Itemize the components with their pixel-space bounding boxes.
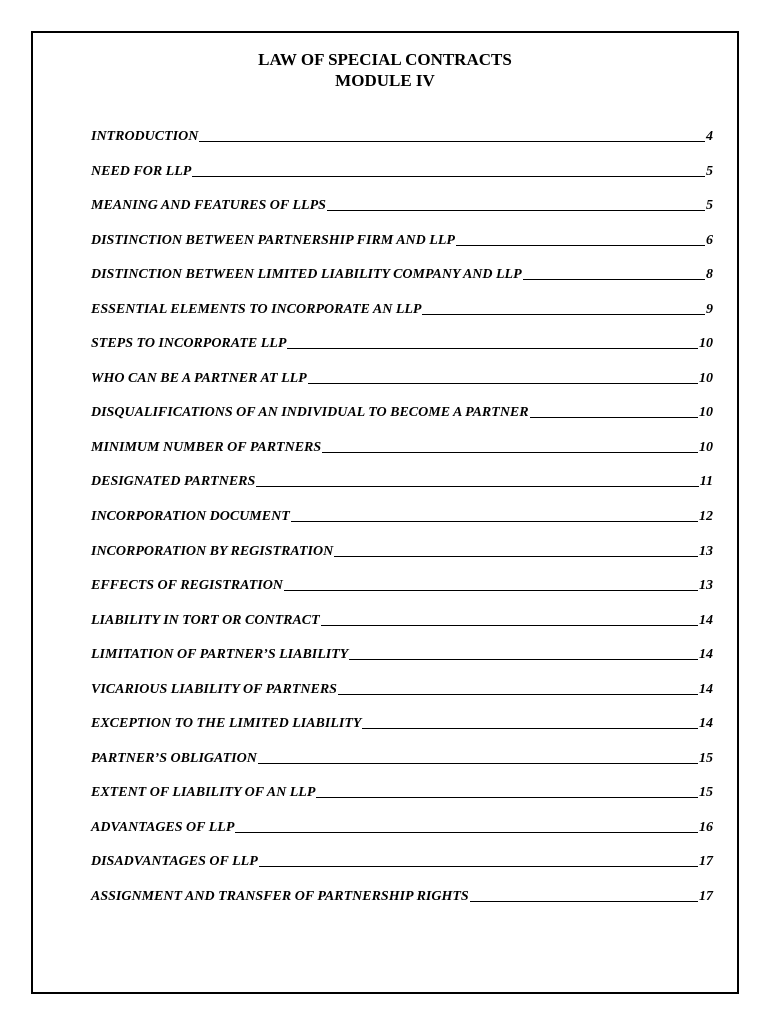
toc-page-number: 6 <box>706 232 713 248</box>
toc-entry-title: DISTINCTION BETWEEN LIMITED LIABILITY COMPANY AND LLP <box>91 267 522 283</box>
toc-entry-title: DISADVANTAGES OF LLP <box>91 854 258 870</box>
toc-leader-line <box>321 625 698 626</box>
toc-leader-line <box>422 314 705 315</box>
toc-leader-line <box>199 141 705 142</box>
toc-page-number: 17 <box>699 889 713 905</box>
toc-entry-title: DISTINCTION BETWEEN PARTNERSHIP FIRM AND LLP <box>91 232 455 248</box>
toc-entry-title: INCORPORATION BY REGISTRATION <box>91 543 334 559</box>
toc-entry[interactable] <box>91 405 713 440</box>
toc-leader-line <box>338 694 698 695</box>
toc-entry[interactable] <box>91 336 713 371</box>
toc-page-number: 14 <box>699 612 713 628</box>
toc-entry[interactable] <box>91 129 713 164</box>
toc-entry[interactable] <box>91 440 713 475</box>
toc-page-number: 13 <box>699 578 713 594</box>
toc-page-number: 5 <box>706 198 713 214</box>
toc-entry-title: LIABILITY IN TORT OR CONTRACT <box>91 612 320 628</box>
toc-page-number: 14 <box>699 681 713 697</box>
toc-page-number: 10 <box>699 405 713 421</box>
toc-leader-line <box>349 659 698 660</box>
toc-page-number: 17 <box>699 854 713 870</box>
toc-page-number: 14 <box>699 647 713 663</box>
toc-entry-title: EXTENT OF LIABILITY OF AN LLP <box>91 785 316 801</box>
toc-entry[interactable] <box>91 854 713 889</box>
toc-entry-title: ESSENTIAL ELEMENTS TO INCORPORATE AN LLP <box>91 301 422 317</box>
toc-leader-line <box>316 797 698 798</box>
toc-page-number: 10 <box>699 370 713 386</box>
toc-entry[interactable] <box>91 474 713 509</box>
toc-leader-line <box>287 348 698 349</box>
page-border <box>31 31 739 994</box>
toc-entry-title: MEANING AND FEATURES OF LLPS <box>91 198 326 214</box>
toc-entry[interactable] <box>91 716 713 751</box>
toc-page-number: 9 <box>706 301 713 317</box>
toc-leader-line <box>334 556 698 557</box>
toc-entry-title: DESIGNATED PARTNERS <box>91 474 256 490</box>
table-of-contents <box>91 129 713 924</box>
toc-entry-title: PARTNER’S OBLIGATION <box>91 750 257 766</box>
toc-leader-line <box>322 452 698 453</box>
toc-entry-title: STEPS TO INCORPORATE LLP <box>91 336 287 352</box>
toc-leader-line <box>192 176 705 177</box>
toc-leader-line <box>362 728 698 729</box>
toc-entry[interactable] <box>91 233 713 268</box>
module-heading: MODULE IV <box>335 71 435 90</box>
toc-entry[interactable] <box>91 647 713 682</box>
document-header <box>33 49 737 91</box>
toc-entry-title: MINIMUM NUMBER OF PARTNERS <box>91 439 322 455</box>
toc-entry[interactable] <box>91 198 713 233</box>
toc-entry-title: LIMITATION OF PARTNER’S LIABILITY <box>91 647 349 663</box>
toc-page-number: 11 <box>699 474 713 490</box>
toc-page-number: 15 <box>699 785 713 801</box>
toc-entry-title: ASSIGNMENT AND TRANSFER OF PARTNERSHIP RIGHTS <box>91 889 469 905</box>
toc-entry[interactable] <box>91 509 713 544</box>
toc-entry[interactable] <box>91 267 713 302</box>
toc-page-number: 16 <box>699 819 713 835</box>
toc-leader-line <box>327 210 705 211</box>
toc-entry-title: VICARIOUS LIABILITY OF PARTNERS <box>91 681 337 697</box>
toc-entry[interactable] <box>91 371 713 406</box>
toc-entry[interactable] <box>91 785 713 820</box>
toc-leader-line <box>523 279 705 280</box>
toc-entry[interactable] <box>91 544 713 579</box>
toc-leader-line <box>256 486 698 487</box>
toc-leader-line <box>284 590 698 591</box>
toc-page-number: 15 <box>699 750 713 766</box>
toc-page-number: 5 <box>706 163 713 179</box>
toc-page-number: 4 <box>706 129 713 144</box>
toc-leader-line <box>308 383 698 384</box>
toc-page-number: 12 <box>699 509 713 525</box>
toc-entry-title: ADVANTAGES OF LLP <box>91 819 235 835</box>
toc-page-number: 10 <box>699 439 713 455</box>
document-title: LAW OF SPECIAL CONTRACTS <box>258 50 512 69</box>
toc-entry-title: DISQUALIFICATIONS OF AN INDIVIDUAL TO BECOME A PARTNER <box>91 405 529 421</box>
toc-entry-title: NEED FOR LLP <box>91 163 192 179</box>
toc-entry[interactable] <box>91 164 713 199</box>
toc-entry-title: WHO CAN BE A PARTNER AT LLP <box>91 370 307 386</box>
toc-leader-line <box>291 521 698 522</box>
toc-entry-title: INCORPORATION DOCUMENT <box>91 509 290 525</box>
toc-leader-line <box>456 245 705 246</box>
toc-entry-title: EXCEPTION TO THE LIMITED LIABILITY <box>91 716 362 732</box>
toc-entry[interactable] <box>91 613 713 648</box>
toc-leader-line <box>258 763 698 764</box>
toc-leader-line <box>259 866 698 867</box>
toc-leader-line <box>235 832 698 833</box>
toc-leader-line <box>470 901 698 902</box>
toc-entry-title: INTRODUCTION <box>91 129 199 144</box>
toc-entry[interactable] <box>91 578 713 613</box>
toc-entry[interactable] <box>91 682 713 717</box>
toc-page-number: 14 <box>699 716 713 732</box>
toc-page-number: 13 <box>699 543 713 559</box>
toc-page-number: 10 <box>699 336 713 352</box>
toc-leader-line <box>530 417 698 418</box>
toc-entry[interactable] <box>91 302 713 337</box>
toc-entry-title: EFFECTS OF REGISTRATION <box>91 578 283 594</box>
toc-entry[interactable] <box>91 751 713 786</box>
toc-entry[interactable] <box>91 889 713 924</box>
toc-page-number: 8 <box>706 267 713 283</box>
toc-entry[interactable] <box>91 820 713 855</box>
